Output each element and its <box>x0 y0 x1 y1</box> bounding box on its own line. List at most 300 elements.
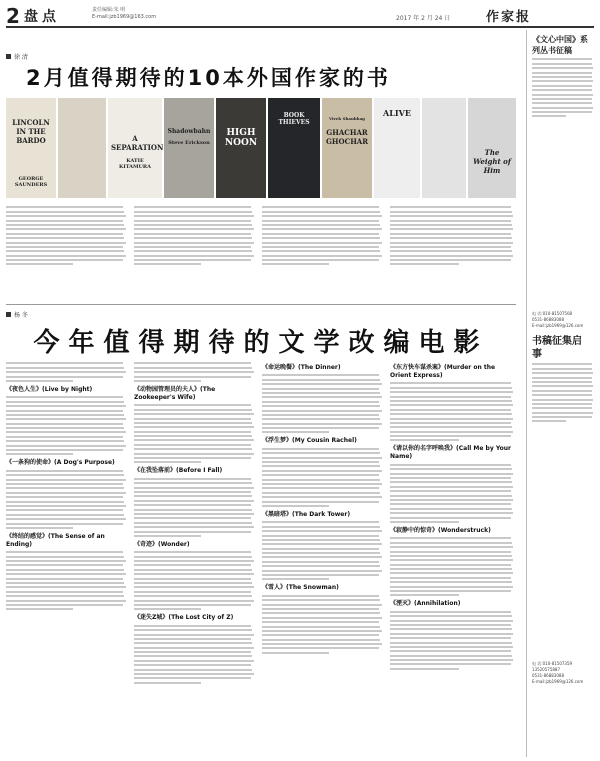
text-line <box>134 220 251 222</box>
text-line <box>262 643 382 645</box>
text-line <box>6 228 126 230</box>
text-line <box>390 233 511 235</box>
text-line <box>262 374 379 376</box>
text-line <box>262 652 329 654</box>
book-cover <box>108 98 162 198</box>
text-line <box>134 250 252 252</box>
contact-phone: 电 话:010-81507508 <box>532 311 573 316</box>
text-line <box>390 215 513 217</box>
text-line <box>6 560 126 562</box>
text-line <box>262 206 379 208</box>
text-line <box>262 242 382 244</box>
sidebar-title-2: 书稿征集启 事 <box>532 336 582 360</box>
article1-body-col3 <box>262 204 384 296</box>
book-cover-title: A SEPARATION <box>111 134 164 152</box>
text-line <box>390 431 513 433</box>
text-line <box>390 246 511 248</box>
text-line <box>134 638 251 640</box>
text-line <box>6 220 123 222</box>
text-line <box>262 457 382 459</box>
text-line <box>134 677 251 679</box>
text-line <box>262 388 379 390</box>
text-line <box>134 535 201 537</box>
text-line <box>390 551 511 553</box>
text-line <box>532 98 592 100</box>
text-line <box>390 537 511 539</box>
text-line <box>262 474 379 476</box>
text-line <box>262 530 382 532</box>
text-line <box>134 237 252 239</box>
text-line <box>262 543 382 545</box>
book-cover-author: KATIE KITAMURA <box>119 158 151 170</box>
text-line <box>262 599 380 601</box>
text-line <box>6 237 124 239</box>
text-line <box>6 405 126 407</box>
text-line <box>390 581 512 583</box>
text-line <box>390 559 513 561</box>
sidebar-title-1: 《文心中国》系列丛书征稿 <box>532 34 588 55</box>
text-line <box>134 404 251 406</box>
text-line <box>262 427 379 429</box>
text-line <box>262 617 382 619</box>
text-line <box>134 211 252 213</box>
text-line <box>6 431 126 433</box>
text-line <box>262 630 382 632</box>
text-line <box>134 682 201 684</box>
text-line <box>134 435 252 437</box>
text-line <box>390 637 511 639</box>
text-line <box>390 211 512 213</box>
text-line <box>6 427 124 429</box>
text-line <box>390 555 512 557</box>
article2-byline: 杨 冬 <box>6 310 28 319</box>
text-line <box>390 568 512 570</box>
film-title: 《黑暗塔》(The Dark Tower) <box>262 510 351 518</box>
book-cover <box>468 98 516 198</box>
text-line <box>262 548 379 550</box>
text-line <box>532 399 593 401</box>
text-line <box>532 67 593 69</box>
text-line <box>134 255 254 257</box>
article2-headline: 今年值得期待的文学改编电影 <box>33 328 489 358</box>
text-line <box>6 487 124 489</box>
text-line <box>390 255 513 257</box>
book-cover-title: Shadowbahn <box>167 128 211 135</box>
article2-col2 <box>134 360 256 755</box>
text-line <box>6 414 124 416</box>
book-cover <box>216 98 266 198</box>
text-line <box>262 452 380 454</box>
text-line <box>6 410 123 412</box>
text-line <box>262 647 379 649</box>
text-line <box>390 409 511 411</box>
text-line <box>134 673 254 675</box>
text-line <box>134 487 254 489</box>
text-line <box>134 500 254 502</box>
text-line <box>6 362 123 364</box>
text-line <box>6 440 124 442</box>
text-line <box>262 483 382 485</box>
text-line <box>6 483 123 485</box>
text-line <box>532 72 592 74</box>
text-line <box>6 211 124 213</box>
text-line <box>134 215 254 217</box>
editor-line: 责任编辑:朱 明 <box>92 7 126 13</box>
text-line <box>532 381 592 383</box>
text-line <box>390 650 511 652</box>
text-line <box>390 615 512 617</box>
text-line <box>390 422 511 424</box>
text-line <box>390 228 513 230</box>
text-line <box>390 521 459 523</box>
page-header <box>6 4 594 28</box>
text-line <box>134 604 251 606</box>
text-line <box>532 107 593 109</box>
text-line <box>390 464 511 466</box>
text-line <box>262 465 380 467</box>
contact-phone: 电 话:010-81507359 <box>532 661 573 666</box>
text-line <box>262 215 382 217</box>
text-line <box>390 499 513 501</box>
text-line <box>6 255 126 257</box>
text-line <box>262 539 380 541</box>
text-line <box>134 642 252 644</box>
text-line <box>262 233 379 235</box>
text-line <box>262 470 382 472</box>
text-line <box>532 80 593 82</box>
text-line <box>262 383 382 385</box>
film-title: 《寂静中的惊奇》(Wonderstruck) <box>390 526 491 534</box>
text-line <box>262 246 379 248</box>
text-line <box>390 473 513 475</box>
text-line <box>262 448 379 450</box>
text-line <box>6 578 123 580</box>
text-line <box>134 259 251 261</box>
book-cover <box>322 98 372 198</box>
text-line <box>134 600 254 602</box>
text-line <box>134 647 254 649</box>
text-line <box>134 608 201 610</box>
text-line <box>6 586 126 588</box>
sidebar-body-2 <box>532 361 594 661</box>
text-line <box>134 578 251 580</box>
text-line <box>6 224 124 226</box>
text-line <box>390 586 513 588</box>
text-line <box>6 396 123 398</box>
book-cover-title: BOOK THIEVES <box>278 112 310 126</box>
text-line <box>6 505 126 507</box>
text-line <box>262 496 382 498</box>
text-line <box>134 513 254 515</box>
book-cover-author: Steve Erickson <box>168 140 210 146</box>
book-cover-title: GHACHAR GHOCHAR <box>325 128 369 146</box>
text-line <box>262 405 380 407</box>
text-line <box>6 445 126 447</box>
text-line <box>262 224 380 226</box>
text-line <box>134 380 201 382</box>
film-title: 《东方快车谋杀案》(Murder on the Orient Express) <box>390 364 496 379</box>
sidebar-body-1 <box>532 56 594 311</box>
text-line <box>262 621 379 623</box>
text-line <box>532 412 593 414</box>
text-line <box>134 263 201 265</box>
text-line <box>134 625 251 627</box>
text-line <box>390 220 511 222</box>
text-line <box>262 604 382 606</box>
text-line <box>390 646 513 648</box>
text-line <box>390 206 511 208</box>
article1-byline: 徐 清 <box>6 52 28 61</box>
text-line <box>532 63 592 65</box>
text-line <box>262 479 380 481</box>
text-line <box>134 629 252 631</box>
text-line <box>6 242 126 244</box>
article1-headline: 2月值得期待的10本外国作家的书 <box>26 66 391 90</box>
text-line <box>390 594 459 596</box>
text-line <box>134 573 254 575</box>
text-line <box>134 461 201 463</box>
text-line <box>134 448 252 450</box>
article2-col4 <box>390 360 516 755</box>
text-line <box>390 628 512 630</box>
text-line <box>262 634 379 636</box>
text-line <box>134 444 251 446</box>
book-cover <box>164 98 214 198</box>
text-line <box>262 521 379 523</box>
text-line <box>6 551 123 553</box>
text-line <box>390 642 512 644</box>
text-line <box>6 474 124 476</box>
text-line <box>390 572 513 574</box>
text-line <box>262 535 379 537</box>
text-line <box>262 526 380 528</box>
text-line <box>134 560 254 562</box>
text-line <box>6 371 126 373</box>
article1-body-col1 <box>6 204 128 296</box>
text-line <box>6 556 124 558</box>
text-line <box>134 509 252 511</box>
text-line <box>262 379 380 381</box>
text-line <box>134 367 252 369</box>
text-line <box>262 410 382 412</box>
text-line <box>390 396 511 398</box>
book-cover-title: ALIVE <box>383 108 411 118</box>
text-line <box>6 263 73 265</box>
text-line <box>532 420 566 422</box>
text-line <box>134 242 254 244</box>
text-line <box>134 457 251 459</box>
text-line <box>6 582 124 584</box>
text-line <box>262 255 382 257</box>
newspaper-logo: 作家报 <box>486 10 532 25</box>
text-line <box>532 89 592 91</box>
text-line <box>6 259 123 261</box>
text-line <box>390 659 513 661</box>
book-cover <box>6 98 56 198</box>
text-line <box>390 655 512 657</box>
film-title: 《终结的感觉》(The Sense of an Ending) <box>6 532 105 548</box>
text-line <box>6 573 126 575</box>
text-line <box>390 382 511 384</box>
text-line <box>134 371 254 373</box>
text-line <box>6 250 124 252</box>
text-line <box>262 626 380 628</box>
text-line <box>134 224 252 226</box>
text-line <box>6 376 123 378</box>
text-line <box>6 233 123 235</box>
text-line <box>390 633 513 635</box>
text-line <box>390 508 512 510</box>
article1-body-col4 <box>390 204 516 296</box>
film-title: 《浮生梦》(My Cousin Rachel) <box>262 437 357 445</box>
text-line <box>262 570 382 572</box>
text-line <box>134 376 251 378</box>
text-line <box>6 509 123 511</box>
text-line <box>6 449 123 451</box>
text-line <box>262 505 329 507</box>
text-line <box>262 639 380 641</box>
sidebar-contact-1 <box>532 311 594 329</box>
text-line <box>134 582 252 584</box>
text-line <box>134 431 251 433</box>
text-line <box>390 224 512 226</box>
text-line <box>6 518 126 520</box>
text-line <box>262 263 329 265</box>
text-line <box>134 426 254 428</box>
text-line <box>262 237 380 239</box>
text-line <box>6 591 123 593</box>
text-line <box>6 380 73 382</box>
text-line <box>134 228 254 230</box>
text-line <box>6 367 124 369</box>
text-line <box>532 58 592 60</box>
text-line <box>390 439 459 441</box>
text-line <box>532 403 592 405</box>
text-line <box>262 574 379 576</box>
book-cover <box>58 98 106 198</box>
text-line <box>6 401 124 403</box>
text-line <box>134 586 254 588</box>
text-line <box>134 569 252 571</box>
text-line <box>390 564 511 566</box>
text-line <box>390 663 511 665</box>
text-line <box>6 215 126 217</box>
text-line <box>134 526 254 528</box>
text-line <box>134 595 252 597</box>
text-line <box>390 517 511 519</box>
text-line <box>532 377 592 379</box>
text-line <box>134 531 251 533</box>
text-line <box>390 490 511 492</box>
contact-phone: 13520575887 <box>532 667 560 672</box>
text-line <box>262 608 379 610</box>
text-line <box>6 523 123 525</box>
text-line <box>390 542 512 544</box>
contact-phone: 0531-86883088 <box>532 317 564 322</box>
text-line <box>6 604 123 606</box>
text-line <box>532 76 592 78</box>
book-cover-author: Vivek Shanbhag <box>329 116 365 121</box>
sidebar <box>526 30 594 757</box>
film-title: 《命运晚餐》(The Dinner) <box>262 364 341 371</box>
section-divider <box>6 304 516 305</box>
text-line <box>532 85 592 87</box>
film-title: 《雪人》(The Snowman) <box>262 584 339 592</box>
text-line <box>390 263 459 265</box>
text-line <box>6 501 124 503</box>
text-line <box>262 401 379 403</box>
text-line <box>532 416 592 418</box>
text-line <box>134 439 254 441</box>
text-line <box>262 578 329 580</box>
main-column <box>6 30 516 757</box>
text-line <box>134 660 254 662</box>
film-title: 《请以你的名字呼唤我》(Call Me by Your Name) <box>390 445 511 461</box>
text-line <box>532 94 593 96</box>
text-line <box>532 115 566 117</box>
text-line <box>6 600 126 602</box>
text-line <box>390 512 513 514</box>
text-line <box>532 102 592 104</box>
text-line <box>134 551 251 553</box>
text-line <box>390 481 512 483</box>
film-title: 《一条狗的使命》(A Dog's Purpose) <box>6 459 115 467</box>
text-line <box>390 426 512 428</box>
text-line <box>134 556 252 558</box>
text-line <box>390 624 511 626</box>
text-line <box>390 391 513 393</box>
text-line <box>390 668 459 670</box>
text-line <box>134 362 251 364</box>
text-line <box>134 418 251 420</box>
article2-col1 <box>6 360 128 755</box>
text-line <box>134 564 251 566</box>
text-line <box>6 453 73 455</box>
text-line <box>134 517 251 519</box>
text-line <box>390 611 511 613</box>
text-line <box>134 233 251 235</box>
text-line <box>532 407 592 409</box>
text-line <box>6 418 126 420</box>
text-line <box>532 394 592 396</box>
text-line <box>390 503 511 505</box>
text-line <box>390 237 512 239</box>
text-line <box>6 608 73 610</box>
sidebar-contact-2 <box>532 661 594 685</box>
text-line <box>390 242 513 244</box>
film-title: 《迷失Z城》(The Lost City of Z) <box>134 614 234 622</box>
text-line <box>134 634 254 636</box>
text-line <box>262 487 379 489</box>
text-line <box>390 468 512 470</box>
text-line <box>390 546 513 548</box>
text-line <box>390 250 512 252</box>
text-line <box>6 496 123 498</box>
text-line <box>134 453 254 455</box>
text-line <box>134 413 254 415</box>
article1-body-col2 <box>134 204 256 296</box>
text-line <box>390 418 513 420</box>
page-number: 2 <box>6 4 20 28</box>
text-line <box>262 431 329 433</box>
text-line <box>532 363 592 365</box>
text-line <box>134 655 252 657</box>
text-line <box>6 527 73 529</box>
film-title: 《动物园管理员的夫人》(The Zookeeper's Wife) <box>134 385 216 401</box>
email-line: E-mail:jzb1969@163.com <box>92 14 157 20</box>
text-line <box>532 385 593 387</box>
text-line <box>134 246 251 248</box>
